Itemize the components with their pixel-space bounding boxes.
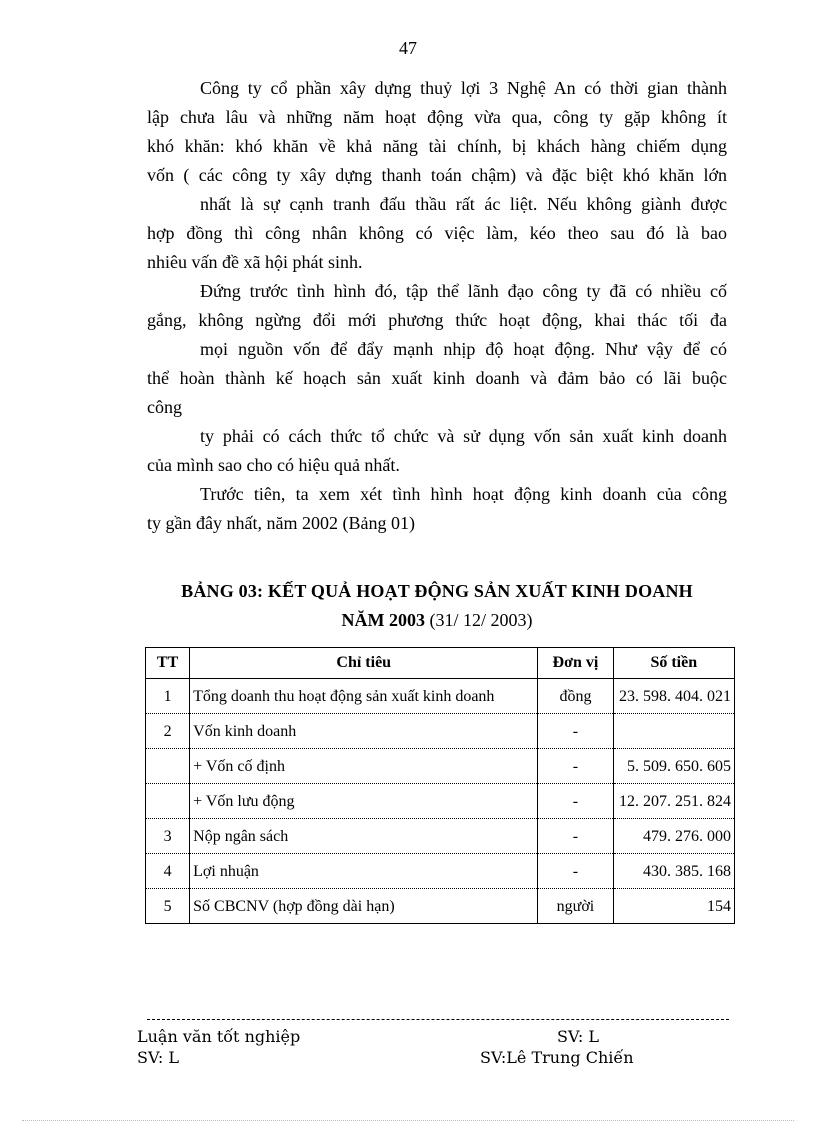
footer-student-short: SV: L [557,1027,600,1046]
cell-chi-tieu: Lợi nhuận [190,854,538,889]
text-line: khó khăn: khó khăn về khả năng tài chính, bị khách hàng chiếm dụng [147,136,727,156]
cell-tt: 4 [146,854,190,889]
cell-don-vi: đồng [538,679,613,714]
table-row [146,749,735,784]
cell-don-vi: - [538,784,613,819]
table-header-row [146,648,735,679]
cell-chi-tieu: Tổng doanh thu hoạt động sản xuất kinh doanh [190,679,538,714]
table-subtitle-year: NĂM 2003 [341,610,425,630]
cell-so-tien: 154 [613,889,734,924]
header-so-tien: Số tiền [613,648,734,679]
cell-so-tien: 12. 207. 251. 824 [613,784,734,819]
footer-student-name: SV:Lê Trung Chiến [480,1048,634,1067]
table-row [146,714,735,749]
cell-so-tien: 479. 276. 000 [613,819,734,854]
text-line: Công ty cổ phần xây dựng thuỷ lợi 3 Nghệ An có thời gian thành [200,78,727,98]
text-line: công [147,397,182,417]
cell-don-vi: - [538,749,613,784]
text-line: Trước tiên, ta xem xét tình hình hoạt động kinh doanh của công [200,484,727,504]
cell-tt: 5 [146,889,190,924]
cell-don-vi: người [538,889,613,924]
cell-tt: 1 [146,679,190,714]
cell-chi-tieu: Vốn kinh doanh [190,714,538,749]
text-line: thể hoàn thành kế hoạch sản xuất kinh doanh và đảm bảo có lãi buộc [147,368,727,388]
footer-thesis-label: Luận văn tốt nghiệp [137,1027,301,1046]
text-line: vốn ( các công ty xây dựng thanh toán chậm) và đặc biệt khó khăn lớn [147,165,727,185]
page-bottom-divider [22,1120,794,1121]
text-line: hợp đồng thì công nhân không có việc làm, kéo theo sau đó là bao [147,223,727,243]
cell-chi-tieu: Số CBCNV (hợp đồng dài hạn) [190,889,538,924]
table-title: BẢNG 03: KẾT QUẢ HOẠT ĐỘNG SẢN XUẤT KINH DOANH [181,581,693,601]
cell-tt [146,749,190,784]
table-row [146,854,735,889]
cell-chi-tieu: + Vốn lưu động [190,784,538,819]
text-line: nhiêu vấn đề xã hội phát sinh. [147,252,363,272]
cell-tt: 2 [146,714,190,749]
text-line: của mình sao cho có hiệu quả nhất. [147,455,400,475]
page-number: 47 [399,38,417,58]
cell-so-tien: 23. 598. 404. 021 [613,679,734,714]
text-line: nhất là sự cạnh tranh đấu thầu rất ác liệt. Nếu không giành được [200,194,727,214]
header-tt: TT [146,648,190,679]
text-line: ty phải có cách thức tổ chức và sử dụng vốn sản xuất kinh doanh [200,426,727,446]
cell-don-vi: - [538,714,613,749]
table-subtitle-date: (31/ 12/ 2003) [425,610,533,630]
cell-so-tien: 5. 509. 650. 605 [613,749,734,784]
table-row [146,819,735,854]
footer-divider [147,1019,729,1020]
table-row [146,679,735,714]
table-row [146,889,735,924]
text-line: mọi nguồn vốn để đẩy mạnh nhịp độ hoạt động. Như vậy để có [200,339,727,359]
cell-so-tien [613,714,734,749]
cell-don-vi: - [538,819,613,854]
text-line: gắng, không ngừng đổi mới phương thức hoạt động, khai thác tối đa [147,310,727,330]
cell-tt [146,784,190,819]
table-subtitle [147,610,727,631]
results-table [145,647,735,924]
text-line: lập chưa lâu và những năm hoạt động vừa qua, công ty gặp không ít [147,107,727,127]
body-text [147,74,727,538]
cell-so-tien: 430. 385. 168 [613,854,734,889]
footer-student-left: SV: L [137,1048,180,1067]
cell-chi-tieu: + Vốn cố định [190,749,538,784]
text-line: ty gần đây nhất, năm 2002 (Bảng 01) [147,513,415,533]
cell-don-vi: - [538,854,613,889]
table-row [146,784,735,819]
header-chi-tieu: Chỉ tiêu [190,648,538,679]
cell-chi-tieu: Nộp ngân sách [190,819,538,854]
header-don-vi: Đơn vị [538,648,613,679]
cell-tt: 3 [146,819,190,854]
text-line: Đứng trước tình hình đó, tập thể lãnh đạo công ty đã có nhiều cố [200,281,727,301]
